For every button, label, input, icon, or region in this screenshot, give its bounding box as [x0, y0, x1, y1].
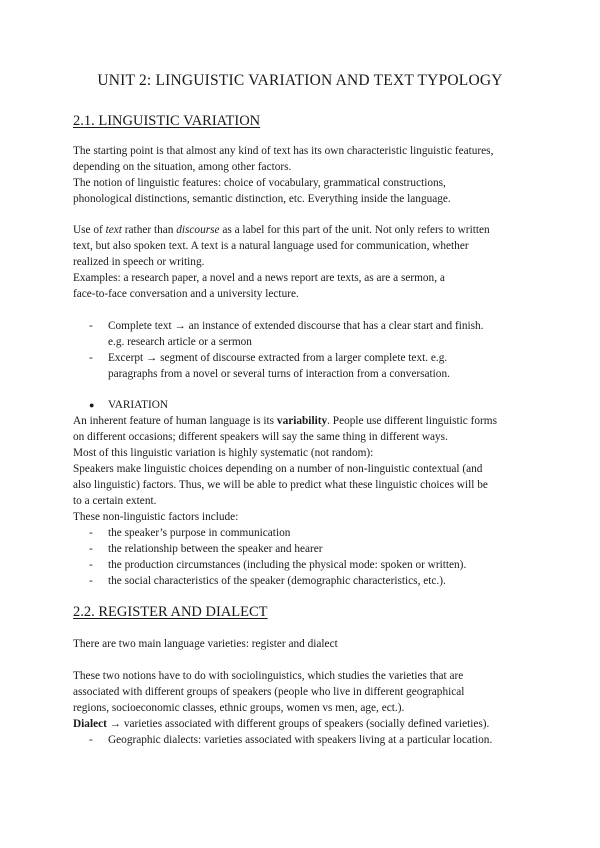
paragraph-line: face-to-face conversation and a university lecture. — [73, 288, 299, 300]
dash-marker: - — [89, 543, 93, 555]
dash-marker: - — [89, 559, 93, 571]
bullet-icon: ● — [89, 400, 95, 410]
bold-term-dialect: Dialect — [73, 718, 107, 730]
paragraph-line: associated with different groups of speakers (people who live in different geographical — [73, 686, 465, 698]
paragraph-line: These two notions have to do with sociolinguistics, which studies the varieties that are — [73, 670, 464, 682]
list-item: the speaker’s purpose in communication — [108, 527, 291, 539]
page-title: UNIT 2: LINGUISTIC VARIATION AND TEXT TYPOLOGY — [97, 72, 503, 89]
list-item-line: paragraphs from a novel or several turns of interaction from a conversation. — [108, 368, 450, 380]
paragraph-line — [73, 222, 533, 238]
paragraph-line: phonological distinctions, semantic distinction, etc. Everything inside the language. — [73, 193, 451, 205]
paragraph-line: text, but also spoken text. A text is a natural language used for communication, whether — [73, 240, 469, 252]
paragraph-line: Examples: a research paper, a novel and a news report are texts, as are a sermon, a — [73, 272, 445, 284]
section-heading-register-and-dialect: 2.2. REGISTER AND DIALECT — [73, 604, 268, 620]
list-item-line: e.g. research article or a sermon — [108, 336, 252, 348]
paragraph-line: The starting point is that almost any kind of text has its own characteristic linguistic features, — [73, 145, 494, 157]
paragraph-line: These non-linguistic factors include: — [73, 511, 239, 523]
paragraph-line: to a certain extent. — [73, 495, 157, 507]
paragraph-line: There are two main language varieties: register and dialect — [73, 638, 338, 650]
subheading-variation: VARIATION — [108, 399, 169, 411]
section-heading-linguistic-variation: 2.1. LINGUISTIC VARIATION — [73, 113, 261, 129]
paragraph-line: Most of this linguistic variation is highly systematic (not random): — [73, 447, 374, 459]
list-item: Geographic dialects: varieties associated with speakers living at a particular location. — [108, 734, 493, 746]
paragraph-line: Speakers make linguistic choices depending on a number of non-linguistic contextual (and — [73, 463, 483, 475]
paragraph-line: regions, socioeconomic classes, ethnic groups, women vs men, age, ect.). — [73, 702, 405, 714]
paragraph-line — [73, 716, 533, 732]
text-run: Use of — [73, 224, 106, 236]
text-run: An inherent feature of human language is its — [73, 415, 277, 427]
italic-term-discourse: discourse — [176, 224, 220, 236]
text-run: as a label for this part of the unit. Not only refers to written — [219, 224, 490, 236]
paragraph-line: The notion of linguistic features: choice of vocabulary, grammatical constructions, — [73, 177, 446, 189]
list-item-line: Complete text → an instance of extended discourse that has a clear start and finish. — [108, 320, 484, 332]
paragraph-line — [73, 413, 533, 429]
text-run: → varieties associated with different groups of speakers (socially defined varieties). — [106, 718, 490, 730]
dash-marker: - — [89, 734, 93, 746]
text-run: . People use different linguistic forms — [327, 415, 497, 427]
paragraph-line: on different occasions; different speakers will say the same thing in different ways. — [73, 431, 448, 443]
list-item: the relationship between the speaker and hearer — [108, 543, 323, 555]
dash-marker: - — [89, 320, 93, 332]
italic-term-text: text — [105, 224, 122, 236]
dash-marker: - — [89, 575, 93, 587]
bold-term-variability: variability — [276, 415, 328, 427]
paragraph-line: realized in speech or writing. — [73, 256, 205, 268]
list-item: the social characteristics of the speaker (demographic characteristics, etc.). — [108, 575, 446, 587]
text-run: rather than — [121, 224, 177, 236]
paragraph-line: also linguistic) factors. Thus, we will be able to predict what these linguistic choices will be — [73, 479, 488, 491]
list-item-line: Excerpt → segment of discourse extracted from a larger complete text. e.g. — [108, 352, 448, 364]
dash-marker: - — [89, 352, 93, 364]
paragraph-line: depending on the situation, among other factors. — [73, 161, 292, 173]
list-item: the production circumstances (including the physical mode: spoken or written). — [108, 559, 467, 571]
dash-marker: - — [89, 527, 93, 539]
